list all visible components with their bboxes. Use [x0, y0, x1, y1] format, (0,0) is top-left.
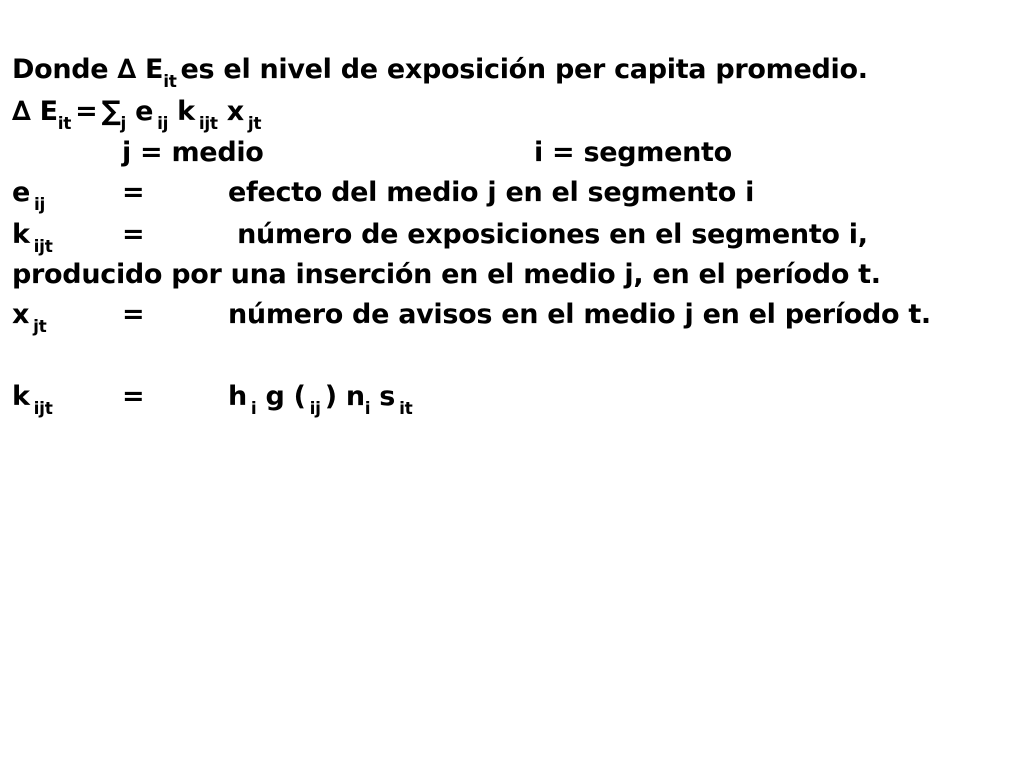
definition-e	[12, 176, 1012, 213]
sum-subscript: j	[120, 114, 127, 134]
definition-k	[12, 218, 1012, 255]
formula-e: e	[135, 96, 154, 127]
def-x-symbol: x	[12, 299, 30, 330]
definition-k-continuation	[12, 258, 881, 292]
formula-k-subscript: ijt	[198, 114, 218, 134]
kf-s: s	[379, 381, 396, 412]
def-k-text: número de exposiciones en el segmento i,	[228, 219, 868, 250]
kf-g-close: ) n	[324, 381, 365, 412]
exposure-formula	[12, 95, 261, 132]
formula-lhs: ∆ E	[12, 96, 58, 127]
formula-lhs-subscript: it	[57, 114, 72, 134]
def-k-equals: =	[122, 219, 145, 250]
sum-symbol: ∑	[101, 96, 121, 127]
kf-subscript: ijt	[33, 399, 53, 419]
kf-h: h	[228, 381, 247, 412]
intro-prefix: Donde ∆ E	[12, 54, 164, 85]
formula-x: x	[226, 96, 244, 127]
index-j: j = medio	[122, 137, 264, 168]
def-e-equals: =	[122, 177, 145, 208]
kf-s-subscript: it	[399, 399, 413, 419]
intro-suffix: es el nivel de exposición per capita promedio.	[180, 54, 868, 85]
def-e-symbol: e	[12, 177, 31, 208]
def-e-text: efecto del medio j en el segmento i	[228, 177, 755, 208]
intro-subscript: it	[163, 72, 177, 92]
def-x-equals: =	[122, 299, 145, 330]
intro-line	[12, 53, 868, 90]
def-k-subscript: ijt	[33, 237, 53, 257]
kf-g-open: g (	[265, 381, 306, 412]
definition-x	[12, 298, 1012, 335]
def-e-subscript: ij	[34, 195, 46, 215]
def-x-text: número de avisos en el medio j en el período t.	[228, 299, 931, 330]
kf-h-subscript: i	[250, 399, 257, 419]
def-k-continuation-text: producido por una inserción en el medio j, en el período t.	[12, 259, 881, 290]
kf-equals: =	[122, 381, 145, 412]
def-x-subscript: jt	[33, 317, 47, 337]
index-i: i = segmento	[534, 137, 732, 168]
kf-g-subscript: ij	[309, 399, 321, 419]
kf-expression	[228, 380, 412, 417]
formula-e-subscript: ij	[157, 114, 169, 134]
k-formula	[12, 380, 1012, 417]
formula-x-subscript: jt	[247, 114, 262, 134]
formula-equals: =	[75, 96, 98, 127]
kf-n-subscript: i	[364, 399, 371, 419]
kf-symbol: k	[12, 381, 30, 412]
def-k-symbol: k	[12, 219, 30, 250]
formula-k: k	[177, 96, 195, 127]
